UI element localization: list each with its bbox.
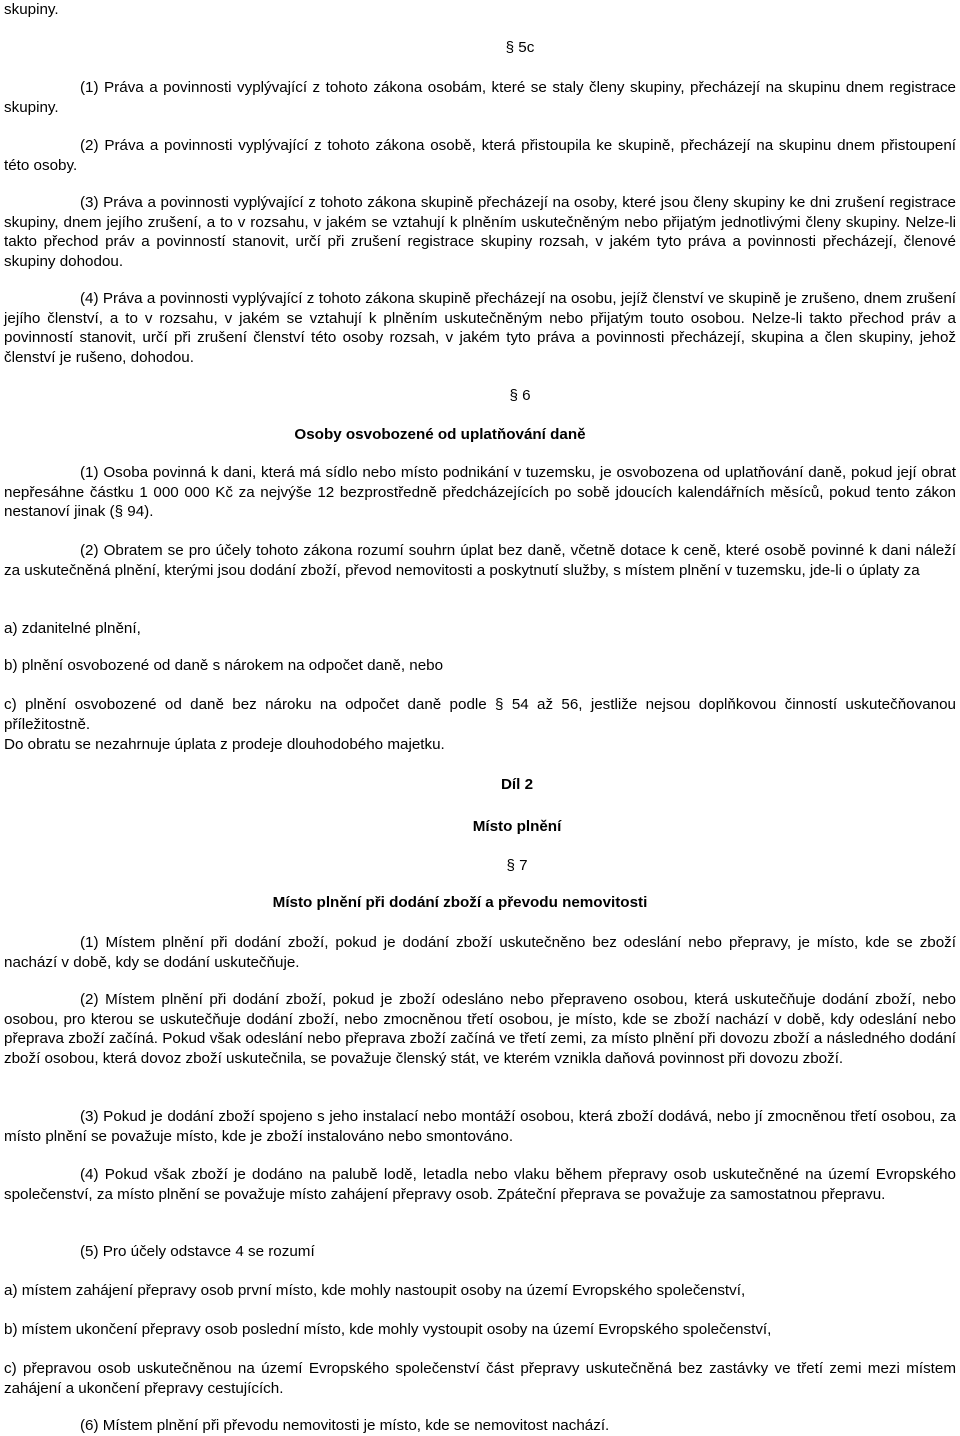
s5c-paragraph-4: (4) Práva a povinnosti vyplývající z tohoto zákona skupině přecházejí na osobu, jejíž členství ve skupině je zrušeno, dnem zrušení jejího členství, a to v rozsahu, v jakém se vztahují k plněním uskutečněným nebo přijatým touto osobou. Nelze-li takto přechod práv a povinností stanovit, určí při zrušení členství této osoby rozsah, v jakém tyto práva a povinnosti přecházejí, skupina a člen skupiny, jehož členství je rušeno, dohodou.	[4, 290, 956, 366]
s6-note: Do obratu se nezahrnuje úplata z prodeje dlouhodobého majetku.	[4, 736, 445, 753]
s7-paragraph-2: (2) Místem plnění při dodání zboží, pokud je zboží odesláno nebo přepraveno osobou, která uskutečňuje dodání zboží, nebo osobou, pro kterou se uskutečňuje dodání zboží, nebo zmocněnou třetí osobou, je místo, kde se zboží nachází v době, kdy odeslání nebo přeprava zboží začíná. Pokud však odeslání nebo přeprava zboží začíná ve třetí zemi, za místo plnění při dovozu zboží a následného dodání zboží osobou, která dovoz zboží uskutečnila, se považuje členský stát, ve kterém vznikla daňová povinnost při dovozu zboží.	[4, 991, 956, 1067]
section-7-title: Místo plnění při dodání zboží a převodu nemovitosti	[272, 894, 648, 911]
s5c-paragraph-3: (3) Práva a povinnosti vyplývající z tohoto zákona skupině přecházejí na osoby, které jsou členy skupiny ke dni zrušení registrace skupiny, dnem jejího zrušení, a to v rozsahu, v jakém se vztahují k plněním uskutečněným nebo přijatým jednotlivými členy skupiny. Nelze-li takto přechod práv a povinností stanovit, určí při zrušení registrace skupiny rozsah, v jakém tyto práva a povinnosti přecházejí, členové skupiny dohodou.	[4, 194, 956, 270]
part-2-header: Díl 2	[500, 776, 534, 793]
section-5c-header: § 5c	[505, 39, 535, 56]
part-2-title: Místo plnění	[472, 818, 562, 835]
s5c-paragraph-2: (2) Práva a povinnosti vyplývající z tohoto zákona osobě, která přistoupila ke skupině, přecházejí na skupinu dnem přistoupení této osoby.	[4, 137, 956, 174]
section-6-title: Osoby osvobozené od uplatňování daně	[294, 426, 586, 443]
s7-item-a: a) místem zahájení přepravy osob první místo, kde mohly nastoupit osoby na území Evropského společenství,	[4, 1282, 746, 1299]
top-fragment: skupiny.	[4, 1, 59, 18]
s6-paragraph-2: (2) Obratem se pro účely tohoto zákona rozumí souhrn úplat bez daně, včetně dotace k ceně, které osobě povinné k dani náleží za uskutečněná plnění, kterými jsou dodání zboží, převod nemovitosti a poskytnutí služby, s místem plnění v tuzemsku, jde-li o úplaty za	[4, 542, 956, 579]
s7-paragraph-1: (1) Místem plnění při dodání zboží, pokud je dodání zboží uskutečněno bez odeslání nebo přepravy, je místo, kde se zboží nachází v době, kdy se dodání uskutečňuje.	[4, 934, 956, 971]
s7-item-b: b) místem ukončení přepravy osob poslední místo, kde mohly vystoupit osoby na území Evropského společenství,	[4, 1321, 772, 1338]
s7-item-c: c) přepravou osob uskutečněnou na území Evropského společenství část přepravy uskutečněná bez zastávky ve třetí zemi mezi místem zahájení a ukončení přepravy cestujících.	[4, 1360, 956, 1397]
s6-item-a: a) zdanitelné plnění,	[4, 620, 141, 637]
s7-paragraph-4: (4) Pokud však zboží je dodáno na palubě lodě, letadla nebo vlaku během přepravy osob uskutečněné na území Evropského společenství, za místo plnění se považuje místo zahájení přepravy osob. Zpáteční přeprava se považuje za samostatnou přepravu.	[4, 1166, 956, 1203]
s6-item-b: b) plnění osvobozené od daně s nárokem na odpočet daně, nebo	[4, 657, 444, 674]
section-7-header: § 7	[506, 857, 528, 874]
s5c-paragraph-1: (1) Práva a povinnosti vyplývající z tohoto zákona osobám, které se staly členy skupiny, přecházejí na skupinu dnem registrace skupiny.	[4, 79, 956, 116]
s6-paragraph-1: (1) Osoba povinná k dani, která má sídlo nebo místo podnikání v tuzemsku, je osvobozena od uplatňování daně, pokud její obrat nepřesáhne částku 1 000 000 Kč za nejvýše 12 bezprostředně předcházejících po sobě jdoucích kalendářních měsíců, pokud tento zákon nestanoví jinak (§ 94).	[4, 464, 956, 520]
s7-paragraph-5: (5) Pro účely odstavce 4 se rozumí	[80, 1243, 315, 1260]
s7-paragraph-6: (6) Místem plnění při převodu nemovitosti je místo, kde se nemovitost nachází.	[80, 1417, 610, 1434]
s6-item-c: c) plnění osvobozené od daně bez nároku na odpočet daně podle § 54 až 56, jestliže nejsou doplňkovou činností uskutečňovanou příležitostně.	[4, 696, 956, 733]
s7-paragraph-3: (3) Pokud je dodání zboží spojeno s jeho instalací nebo montáží osobou, která zboží dodává, nebo jí zmocněnou třetí osobou, za místo plnění se považuje místo, kde je zboží instalováno nebo smontováno.	[4, 1108, 956, 1145]
section-6-header: § 6	[509, 387, 531, 404]
